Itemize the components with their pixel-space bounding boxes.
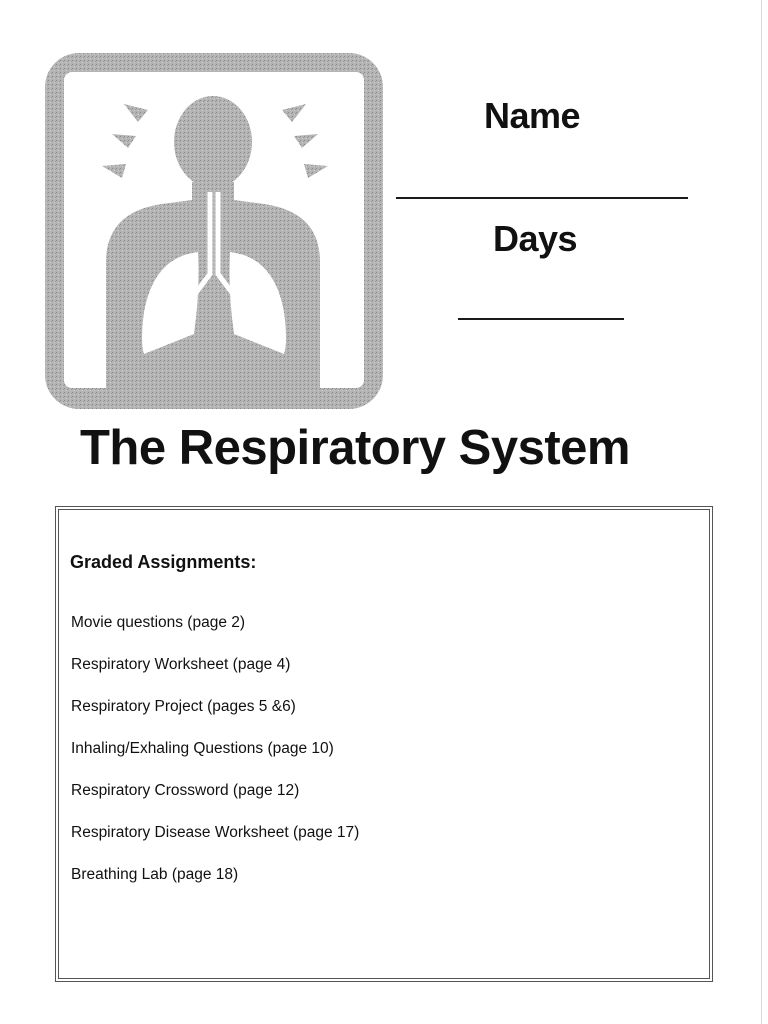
list-item: Respiratory Worksheet (page 4) [71,656,291,673]
list-item: Respiratory Project (pages 5 &6) [71,698,296,715]
list-item: Respiratory Crossword (page 12) [71,782,300,799]
name-label: Name [484,95,581,136]
list-item: Breathing Lab (page 18) [71,866,239,883]
list-item: Movie questions (page 2) [71,614,246,631]
assignments-heading: Graded Assignments: [70,552,257,572]
days-blank-line[interactable] [458,318,624,320]
document-title: The Respiratory System [80,421,630,475]
assignments-list [71,613,359,907]
days-label: Days [493,218,578,259]
page-edge [761,0,762,1024]
list-item: Inhaling/Exhaling Questions (page 10) [71,740,334,757]
list-item: Respiratory Disease Worksheet (page 17) [71,824,360,841]
respiratory-system-logo-icon [44,52,384,410]
name-blank-line[interactable] [396,197,688,199]
assignments-box [58,509,710,979]
